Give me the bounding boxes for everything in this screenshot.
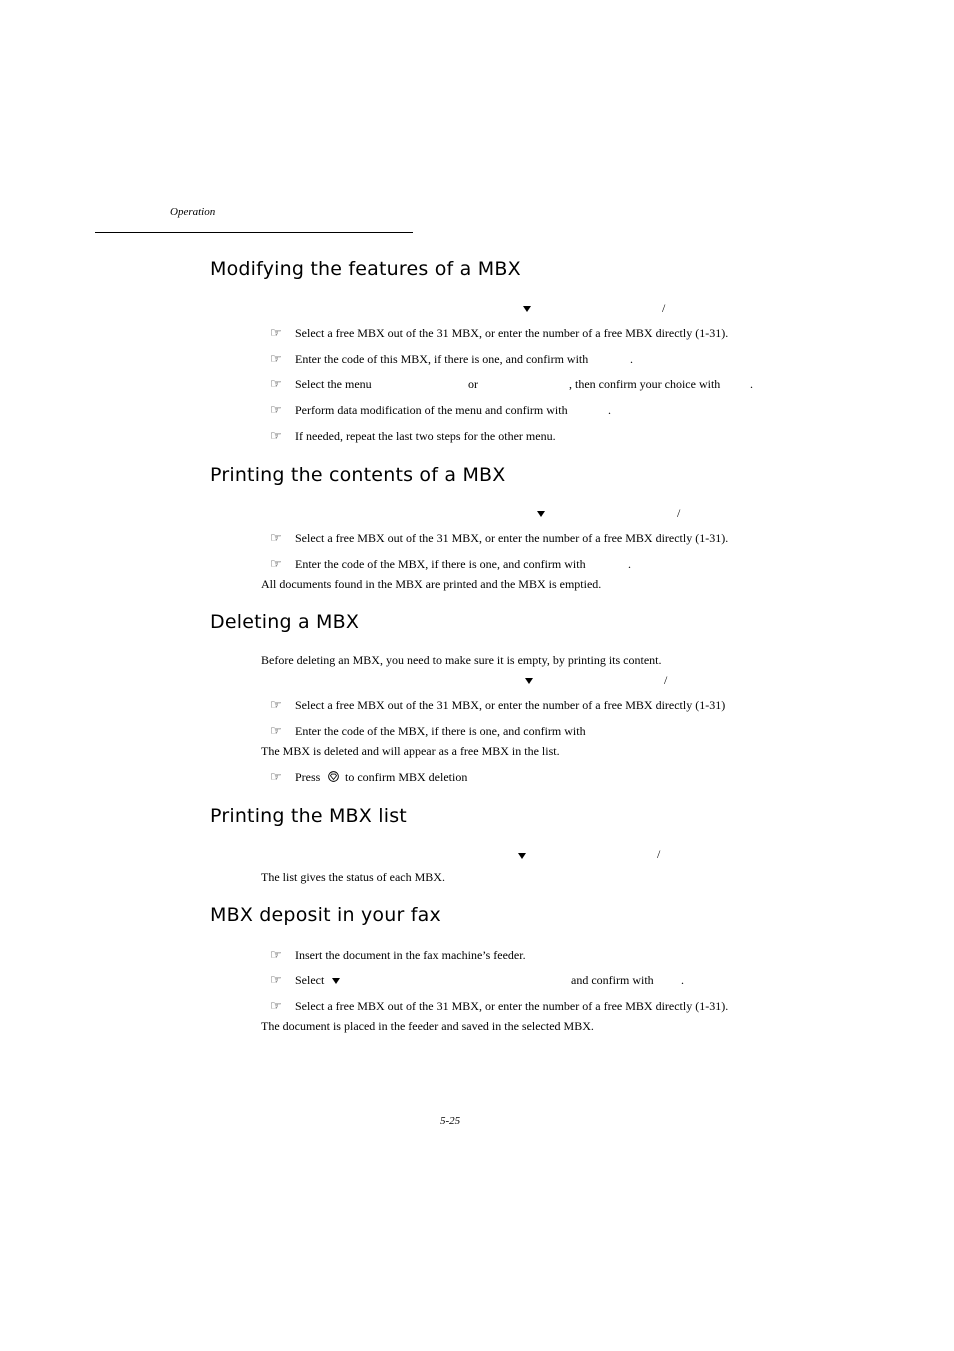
pointing-hand-icon: ☞: [270, 998, 282, 1013]
delete-press-label: Press: [295, 770, 321, 784]
print-contents-step-2: Enter the code of the MBX, if there is one, and confirm with: [295, 557, 586, 571]
pointing-hand-icon: ☞: [270, 697, 282, 712]
pointing-hand-icon: ☞: [270, 947, 282, 962]
pointing-hand-icon: ☞: [270, 972, 282, 987]
deposit-note: The document is placed in the feeder and saved in the selected MBX.: [261, 1019, 594, 1033]
modify-step-3-then: , then confirm your choice with: [569, 377, 721, 391]
pointing-hand-icon: ☞: [270, 351, 282, 366]
down-arrow-icon: [523, 306, 531, 312]
pointing-hand-icon: ☞: [270, 723, 282, 738]
modify-step-4: Perform data modification of the menu and confirm with: [295, 403, 568, 417]
heading-deposit: MBX deposit in your fax: [210, 904, 441, 926]
delete-intro: Before deleting an MBX, you need to make sure it is empty, by printing its content.: [261, 653, 662, 667]
pointing-hand-icon: ☞: [270, 556, 282, 571]
modify-step-3-or: or: [468, 377, 478, 391]
deposit-step-3: Select a free MBX out of the 31 MBX, or enter the number of a free MBX directly (1-31).: [295, 999, 729, 1013]
modify-step-3-end: .: [750, 377, 753, 391]
modify-step-3: Select the menu: [295, 377, 372, 391]
pointing-hand-icon: ☞: [270, 769, 282, 784]
header-rule: [95, 232, 413, 233]
modify-step-1: Select a free MBX out of the 31 MBX, or enter the number of a free MBX directly (1-31).: [295, 326, 729, 340]
deposit-step-2: Select: [295, 973, 325, 987]
print-contents-step-1: Select a free MBX out of the 31 MBX, or enter the number of a free MBX directly (1-31).: [295, 531, 729, 545]
modify-step-5: If needed, repeat the last two steps for the other menu.: [295, 429, 556, 443]
delete-step-2: Enter the code of the MBX, if there is one, and confirm with: [295, 724, 586, 738]
stop-key-icon: [328, 771, 339, 782]
delete-note: The MBX is deleted and will appear as a free MBX in the list.: [261, 744, 560, 758]
running-head: Operation: [170, 206, 216, 218]
menu-path-separator: /: [677, 506, 681, 520]
down-arrow-icon: [525, 678, 533, 684]
print-contents-note: All documents found in the MBX are printed and the MBX is emptied.: [261, 577, 602, 591]
pointing-hand-icon: ☞: [270, 428, 282, 443]
deposit-step-2-confirm: and confirm with: [571, 973, 654, 987]
menu-path-separator: /: [662, 301, 666, 315]
down-arrow-icon: [537, 511, 545, 517]
down-arrow-icon: [332, 978, 340, 984]
menu-path-separator: /: [657, 847, 661, 861]
print-contents-step-2-end: .: [628, 557, 631, 571]
heading-printing-list: Printing the MBX list: [210, 805, 407, 827]
delete-step-1: Select a free MBX out of the 31 MBX, or enter the number of a free MBX directly (1-31): [295, 698, 726, 712]
print-list-note: The list gives the status of each MBX.: [261, 870, 445, 884]
pointing-hand-icon: ☞: [270, 530, 282, 545]
down-arrow-icon: [518, 853, 526, 859]
heading-printing-contents: Printing the contents of a MBX: [210, 464, 506, 486]
menu-path-separator: /: [664, 673, 668, 687]
modify-step-2-end: .: [630, 352, 633, 366]
heading-modifying: Modifying the features of a MBX: [210, 258, 521, 280]
modify-step-2: Enter the code of this MBX, if there is one, and confirm with: [295, 352, 589, 366]
modify-step-4-end: .: [608, 403, 611, 417]
pointing-hand-icon: ☞: [270, 325, 282, 340]
deposit-step-1: Insert the document in the fax machine’s feeder.: [295, 948, 526, 962]
heading-deleting: Deleting a MBX: [210, 611, 360, 633]
deposit-step-2-end: .: [681, 973, 684, 987]
page-number: 5-25: [440, 1115, 461, 1127]
pointing-hand-icon: ☞: [270, 376, 282, 391]
delete-press-suffix: to confirm MBX deletion: [345, 770, 468, 784]
pointing-hand-icon: ☞: [270, 402, 282, 417]
